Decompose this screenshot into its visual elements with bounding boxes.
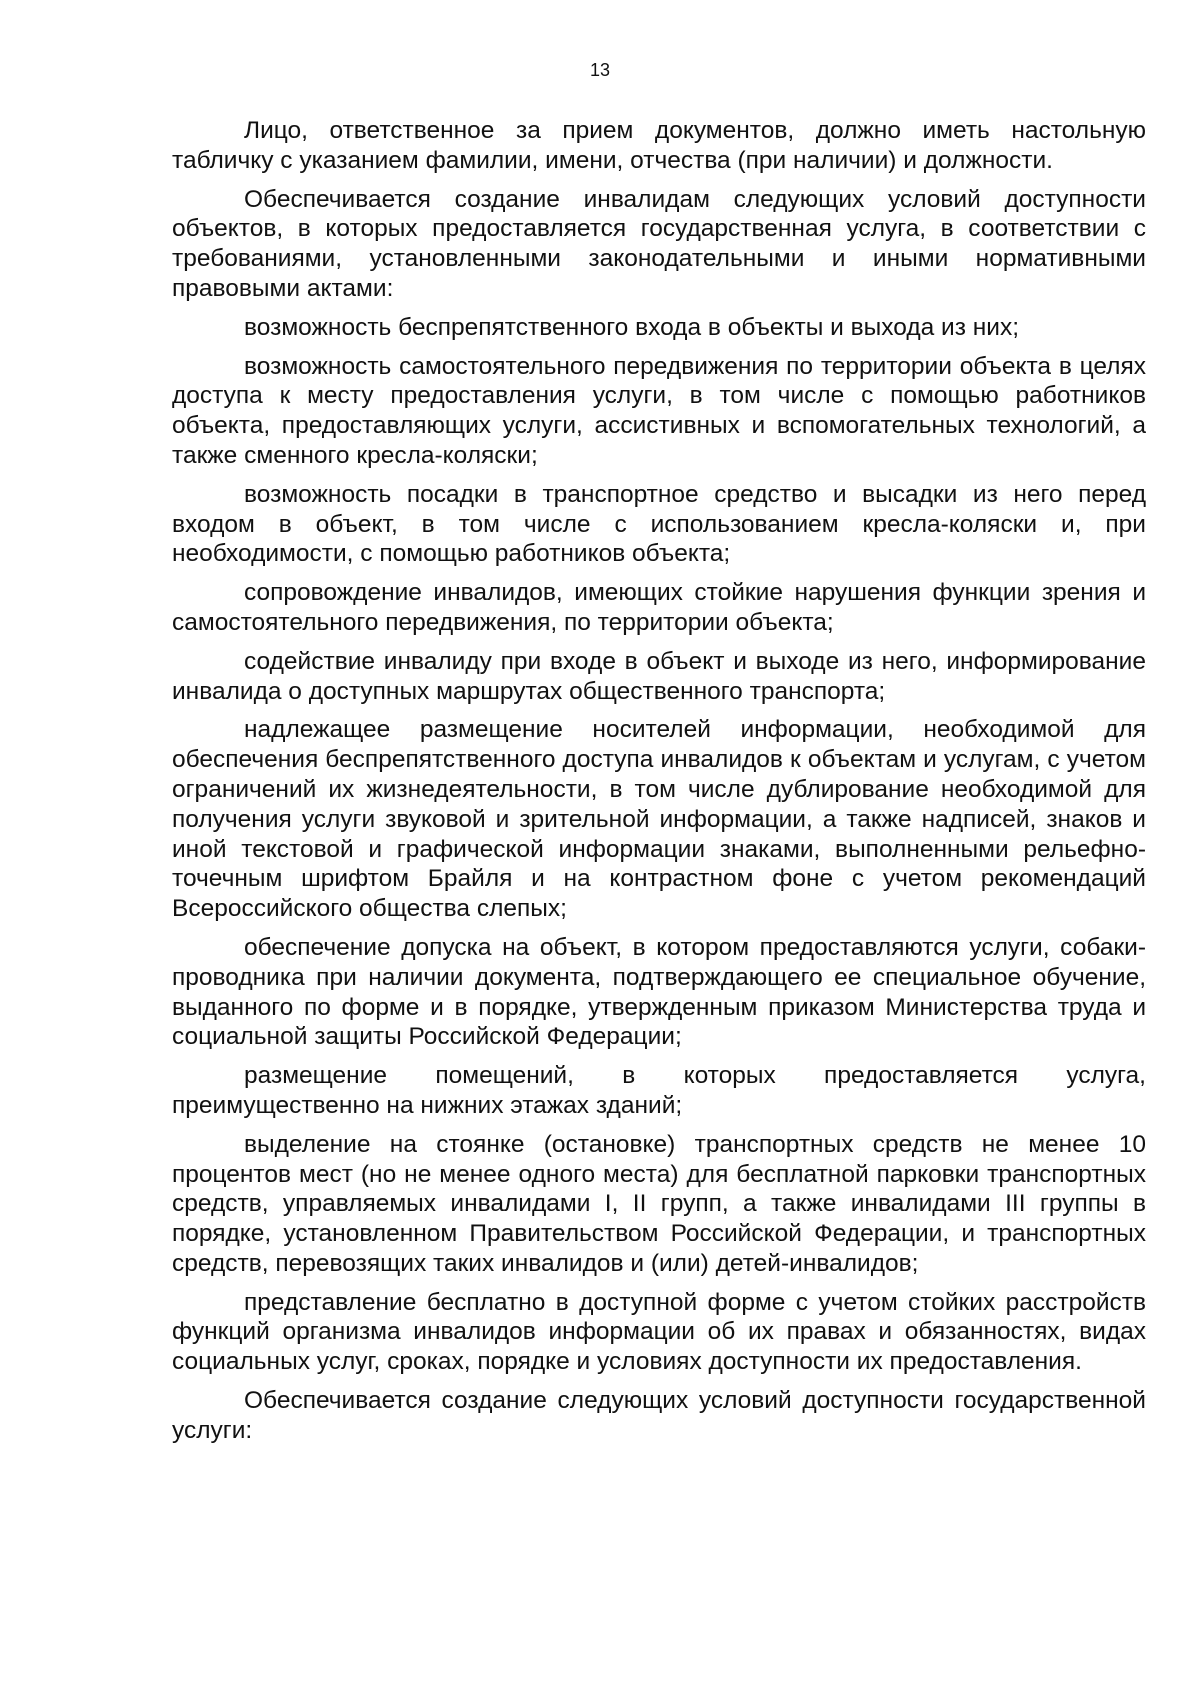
paragraph-independent-movement: возможность самостоятельного передвижения по территории объекта в целях доступа к месту предоставления услуги, в том числе с помощью работников объекта, предоставляющих услуги, ассистивных и вспомогательных технологий, а также сменного кресла-коляски;	[172, 352, 1146, 469]
paragraph-assistance-transport-info: содействие инвалиду при входе в объект и выходе из него, информирование инвалида о доступных маршрутах общественного транспорта;	[172, 647, 1146, 705]
paragraph-rights-information: представление бесплатно в доступной форме с учетом стойких расстройств функций организма инвалидов информации об их правах и обязанностях, видах социальных услуг, сроках, порядке и условиях доступности их предоставления.	[172, 1288, 1146, 1376]
paragraph-vehicle-boarding: возможность посадки в транспортное средство и высадки из него перед входом в объект, в том числе с использованием кресла-коляски и, при необходимости, с помощью работников объекта;	[172, 480, 1146, 568]
paragraph-information-placement: надлежащее размещение носителей информации, необходимой для обеспечения беспрепятственного доступа инвалидов к объектам и услугам, с учетом ограничений их жизнедеятельности, в том числе дублирование необходимой для получения услуги звуковой и зрительной информации, а также надписей, знаков и иной текстовой и графической информации знаками, выполненными рельефно-точечным шрифтом Брайля и на контрастном фоне с учетом рекомендаций Всероссийского общества слепых;	[172, 716, 1146, 923]
paragraph-lower-floors: размещение помещений, в которых предоставляется услуга, преимущественно на нижних этажах зданий;	[172, 1062, 1146, 1119]
paragraph-guide-dog: обеспечение допуска на объект, в котором предоставляются услуги, собаки-проводника при наличии документа, подтверждающего ее специальное обучение, выданного по форме и в порядке, утвержденным приказом Министерства труда и социальной защиты Российской Федерации;	[172, 933, 1146, 1051]
paragraph-accessibility-conditions-intro: Обеспечивается создание инвалидам следующих условий доступности объектов, в которых предоставляется государственная услуга, в соответствии с требованиями, установленными законодательными и иными нормативными правовыми актами:	[172, 185, 1146, 302]
paragraph-escort: сопровождение инвалидов, имеющих стойкие нарушения функции зрения и самостоятельного передвижения, по территории объекта;	[172, 579, 1146, 636]
paragraph-parking: выделение на стоянке (остановке) транспортных средств не менее 10 процентов мест (но не менее одного места) для бесплатной парковки транспортных средств, управляемых инвалидами I, II групп, а также инвалидами III группы в порядке, установленном Правительством Российской Федерации, и транспортных средств, перевозящих таких инвалидов и (или) детей-инвалидов;	[172, 1130, 1146, 1277]
paragraph-receiver-nameplate: Лицо, ответственное за прием документов, должно иметь настольную табличку с указанием фамилии, имени, отчества (при наличии) и должности.	[172, 117, 1146, 174]
page-number: 13	[589, 60, 611, 80]
paragraph-service-accessibility-intro: Обеспечивается создание следующих условий доступности государственной услуги:	[172, 1387, 1146, 1444]
document-body	[172, 116, 1146, 1455]
paragraph-free-entry: возможность беспрепятственного входа в объекты и выхода из них;	[244, 313, 1020, 341]
